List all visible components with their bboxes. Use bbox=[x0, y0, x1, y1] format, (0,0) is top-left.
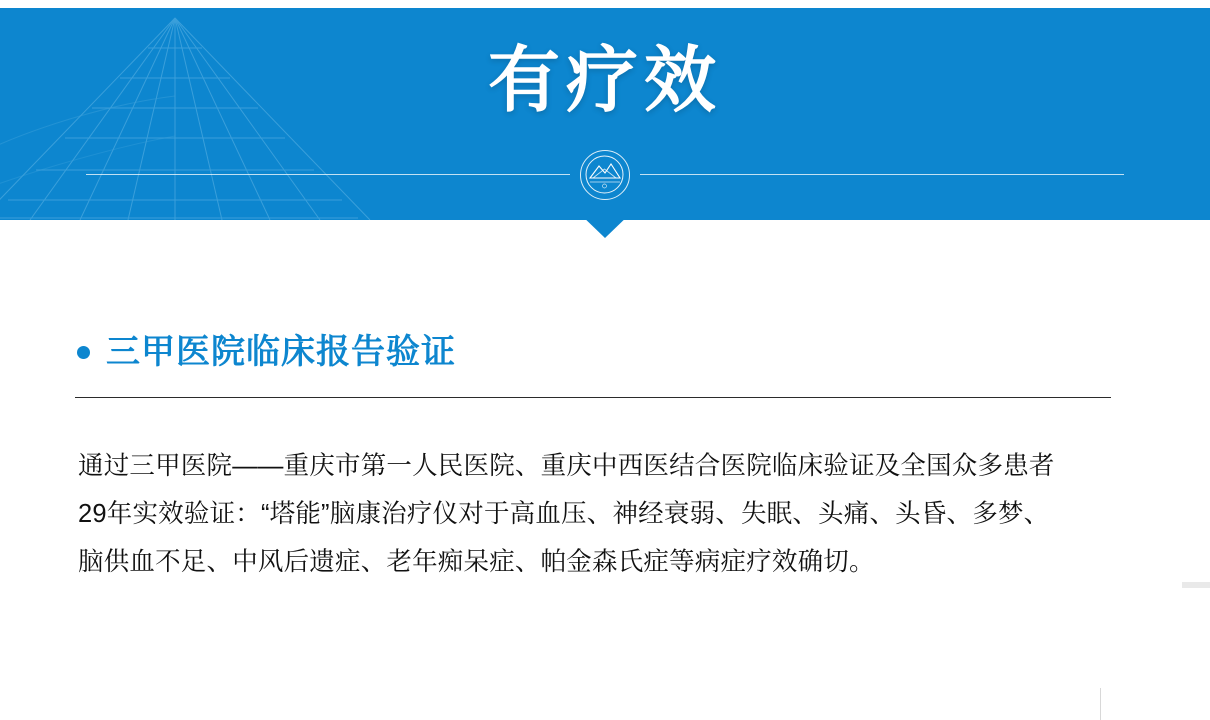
section-header bbox=[75, 332, 1135, 373]
body-line-3: 脑供血不足、中风后遗症、老年痴呆症、帕金森氏症等病症疗效确切。 bbox=[78, 548, 875, 576]
page-edge-mark-bottom bbox=[1100, 688, 1101, 720]
page-top-margin bbox=[0, 0, 1210, 8]
mountain-emblem-icon bbox=[580, 150, 630, 200]
bullet-dot-icon bbox=[77, 346, 90, 359]
section-divider bbox=[75, 397, 1111, 398]
banner-arrow-icon bbox=[578, 212, 632, 238]
body-line-2: 29年实效验证：“塔能”脑康治疗仪对于高血压、神经衰弱、失眠、头痛、头昏、多梦、 bbox=[78, 500, 1050, 528]
section-block bbox=[75, 332, 1135, 398]
banner-rule-left bbox=[86, 174, 570, 175]
page-edge-mark-right bbox=[1182, 582, 1210, 588]
page-title: 有疗效 bbox=[487, 41, 722, 121]
header-banner bbox=[0, 8, 1210, 220]
section-title: 三甲医院临床报告验证 bbox=[106, 333, 456, 371]
body-paragraph bbox=[78, 442, 1143, 586]
body-line-1: 通过三甲医院——重庆市第一人民医院、重庆中西医结合医院临床验证及全国众多患者 bbox=[78, 452, 1055, 480]
banner-rule-right bbox=[640, 174, 1124, 175]
